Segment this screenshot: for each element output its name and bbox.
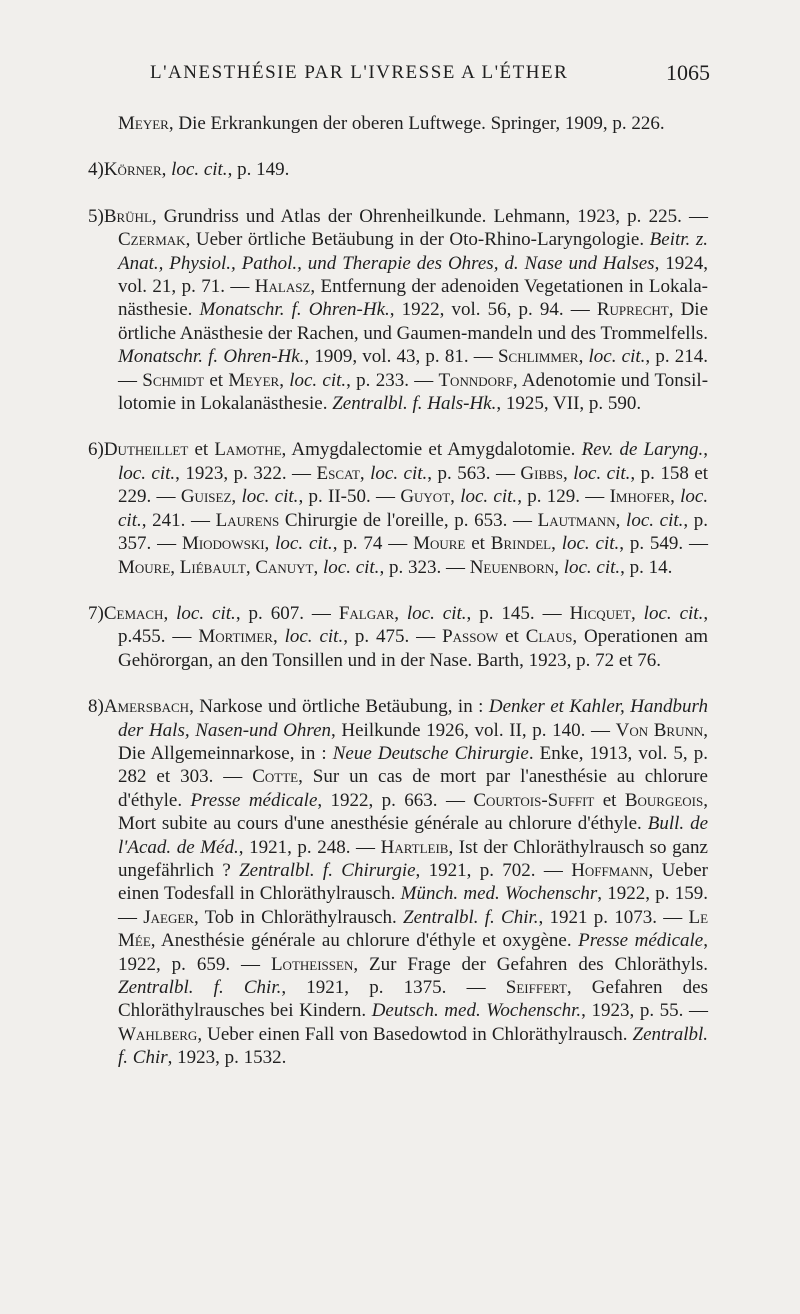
author-name: Lotheissen [270, 953, 354, 975]
source-title: loc. cit. [626, 509, 684, 531]
reference-text: , p.455. — [118, 602, 709, 648]
reference-text: , p. 357. — [118, 509, 709, 555]
author-name: Neuenborn [469, 556, 555, 578]
reference-text: , 1921, p. 248. — [238, 836, 381, 858]
reference-text: , [578, 346, 589, 368]
reference-text: , 1922, p. 663. — [317, 789, 474, 811]
reference-text: et [204, 369, 229, 391]
author-name: Seiffert [505, 977, 567, 998]
author-name: Amersbach [103, 696, 190, 718]
reference-text: , Ueber einen Todesfall in Chloräthylrausch. [118, 859, 708, 905]
author-name: Schmidt [142, 369, 205, 391]
source-title: loc. cit. [176, 602, 236, 624]
source-title: loc. cit. [275, 533, 333, 555]
source-title: Zentralbl. f. Chir [118, 1023, 708, 1069]
author-name: Escat [316, 462, 360, 484]
author-name: Gibbs [520, 462, 564, 484]
reference-text: , 1922, p. 159. — [118, 883, 708, 928]
reference-text: , [272, 626, 285, 648]
source-title: Denker et Kahler, Handburh der Hals, Nasen-und Ohren [118, 696, 708, 741]
source-title: Presse médicale [578, 930, 704, 952]
reference-text: , p. 145. — [466, 602, 570, 624]
reference-text: , 241. — [141, 509, 216, 531]
author-name: Cemach [103, 602, 164, 624]
source-title: Neue Deutsche Chirurgie [332, 742, 529, 764]
running-title: L'ANESTHÉSIE PAR L'IVRESSE A L'ÉTHER [150, 62, 569, 83]
reference-text: , p. 158 et 229. — [118, 462, 709, 508]
source-title: loc. cit. [460, 486, 518, 508]
reference-text: , [551, 533, 562, 555]
author-name: Ruprecht [596, 299, 669, 321]
reference-entry [88, 205, 708, 416]
author-name: Tonndorf [438, 369, 513, 391]
reference-text: , Amygdalectomie et Amygdalotomie. [281, 439, 582, 461]
source-title: Rev. de Laryng. [581, 439, 704, 461]
reference-text: , 1924, vol. 21, p. 71. — [118, 252, 709, 298]
reference-number: 7) [88, 602, 104, 624]
author-name: Moure [413, 533, 466, 555]
source-title: loc. cit. [284, 626, 344, 648]
author-name: Guisez [180, 486, 232, 508]
reference-text: , Die Erkrankungen der oberen Luftwege. Springer, 1909, p. 226. [168, 113, 665, 134]
reference-text: , Sur un cas de mort par l'anesthésie au chlorure d'éthyle. [118, 766, 708, 811]
source-title: Beitr. z. Anat., Physiol., Pathol., und Therapie des Ohres, d. Nase und Halses [118, 229, 708, 274]
source-title: loc. cit. [643, 602, 704, 624]
reference-text: , p. 563. — [427, 462, 521, 484]
source-title: loc. cit. [241, 486, 299, 508]
reference-text: , 1923, p. 55. — [581, 1000, 709, 1022]
author-name: Schlimmer [497, 346, 579, 368]
reference-text: et [188, 439, 215, 461]
reference-text: , p. 549. — [619, 533, 709, 555]
source-title: loc. cit. [171, 159, 228, 181]
reference-text: , Adenotomie und Tonsil-lotomie in Lokalanästhesie. [118, 369, 709, 415]
source-title: loc. cit. [561, 533, 620, 555]
reference-text: , p. 149. [227, 159, 290, 181]
reference-list [88, 112, 708, 1093]
source-title: loc. cit. [322, 556, 380, 578]
reference-text: , 1921, p. 702. — [415, 859, 572, 881]
reference-text: , p. 607. — [235, 602, 339, 624]
reference-text: , Die Allgemeinnarkose, in : [118, 719, 708, 764]
reference-text: , Tob in Chloräthylrausch. [193, 906, 404, 928]
reference-text: , 1923, p. 322. — [175, 462, 317, 484]
reference-entry [88, 695, 708, 1070]
source-title: loc. cit. [573, 462, 631, 484]
source-title: Zentralbl. f. Chir. [118, 977, 282, 998]
author-name: Meyer [118, 113, 169, 134]
author-name: Hoffmann [571, 859, 649, 881]
source-title: Zentralbl. f. Chir. [403, 906, 539, 928]
source-title: loc. cit. [370, 462, 428, 484]
author-name: Halasz [254, 276, 311, 298]
reference-text: , Entfernung der adenoiden Vegetationen in Lokala-nästhesie. [118, 276, 709, 321]
running-head [150, 62, 710, 92]
author-name: Moure [118, 556, 171, 578]
reference-text: . Enke, 1913, vol. 5, p. 282 et 303. — [118, 742, 708, 788]
reference-text: , Zur Frage der Gefahren des Chloräthyls. [353, 953, 709, 975]
source-title: Deutsch. med. Wochenschr. [371, 1000, 582, 1022]
source-title: Monatschr. f. Ohren-Hk. [118, 346, 305, 368]
author-name: Czermak [118, 229, 186, 251]
reference-entry [88, 602, 708, 672]
author-name: Meyer [228, 369, 280, 391]
reference-number: 6) [88, 439, 104, 461]
reference-text: , 1923, p. 1532. [167, 1047, 287, 1069]
author-name: Körner [103, 159, 162, 181]
reference-text: , 1922, vol. 56, p. 94. — [389, 299, 597, 321]
source-title: loc. cit. [406, 602, 467, 624]
source-title: loc. cit. [118, 486, 709, 531]
author-name: Miodowski [181, 533, 265, 555]
reference-number: 8) [88, 696, 104, 718]
reference-text: , Die örtliche Anästhesie der Rachen, und Gaumen-mandeln und des Trommelfells. [118, 299, 709, 344]
author-name: Wahlberg [118, 1023, 198, 1045]
reference-text: , [359, 462, 371, 484]
reference-text: , [231, 486, 242, 508]
author-name: Claus [525, 626, 573, 648]
reference-text: , p. 14. [620, 556, 673, 578]
author-name: Cotte [252, 766, 299, 788]
page-number: 1065 [666, 60, 710, 85]
reference-text: , [703, 439, 709, 461]
source-title: Monatschr. f. Ohren-Hk. [199, 299, 390, 321]
reference-text: , p. 214. — [118, 346, 709, 391]
reference-text: , [563, 462, 574, 484]
source-title: loc. cit. [563, 556, 621, 578]
reference-text: , [670, 486, 681, 508]
author-name: Imhofer [609, 486, 671, 508]
author-name: Jaeger [143, 906, 194, 928]
reference-text: , Operationen am Gehörorgan, an den Tonsillen und in der Nase. Barth, 1923, p. 72 et 76. [118, 626, 708, 671]
author-name: Von Brunn [615, 719, 704, 741]
reference-text: , Anesthésie générale au chlorure d'éthyle et oxygène. [150, 930, 579, 952]
source-title: Presse médicale [190, 789, 318, 811]
reference-text: , [313, 556, 323, 578]
reference-text: , 1921 p. 1073. — [538, 906, 689, 928]
author-name: Brühl [103, 205, 152, 227]
source-title: loc. cit. [289, 369, 347, 391]
source-title: Zentralbl. f. Chirurgie [239, 859, 416, 881]
author-name: Courtois-Suffit [473, 789, 595, 811]
author-name: Brindel [490, 533, 552, 555]
source-title: Zentralbl. f. Hals-Hk. [332, 393, 497, 415]
author-name: Hicquet [569, 602, 631, 624]
reference-text: , Gefahren des Chloräthylrausches bei Kindern. [118, 977, 708, 1022]
author-name: Dutheillet [103, 439, 189, 461]
reference-number: 5) [88, 205, 104, 227]
reference-text: , Ueber örtliche Betäubung in der Oto-Rhino-Laryngologie. [185, 229, 650, 251]
source-title: loc. cit. [588, 346, 646, 368]
reference-text: , [161, 159, 172, 181]
reference-text: , [394, 602, 407, 624]
reference-text: , 1925, VII, p. 590. [496, 393, 642, 415]
reference-text: , p. 233. — [346, 369, 439, 391]
author-name: Canuyt [255, 556, 314, 578]
reference-text: , Mort subite au cours d'une anesthésie générale au chlorure d'éthyle. [118, 789, 708, 835]
reference-text: , [170, 556, 180, 578]
source-title: Münch. med. Wochenschr [400, 883, 598, 905]
reference-text: , 1921, p. 1375. — [281, 977, 506, 998]
reference-entry [88, 112, 708, 135]
author-name: Passow [442, 626, 499, 648]
reference-number: 4) [88, 159, 104, 181]
author-name: Hartleib [380, 836, 449, 858]
reference-text: , [615, 509, 627, 531]
source-title: loc. cit. [118, 462, 176, 484]
reference-text: , p. 74 — [332, 533, 414, 555]
author-name: Lamothe [214, 439, 282, 461]
reference-text: Chirurgie de l'oreille, p. 653. — [279, 509, 538, 531]
author-name: Mortimer [198, 626, 273, 648]
source-title: Bull. de l'Acad. de Méd. [118, 813, 708, 858]
reference-text: , [163, 602, 177, 624]
reference-entry [88, 438, 708, 578]
reference-text: , p. 129. — [517, 486, 610, 508]
reference-text: , p. 323. — [379, 556, 470, 578]
reference-text: et [465, 533, 491, 555]
reference-text: , 1909, vol. 43, p. 81. — [304, 346, 498, 368]
reference-text: , 1922, p. 659. — [118, 930, 708, 975]
author-name: Lautmann [537, 509, 616, 531]
reference-entry [88, 158, 708, 181]
reference-text: , [279, 369, 290, 391]
reference-text: , Narkose und örtliche Betäubung, in : [189, 696, 489, 718]
reference-text: , [554, 556, 564, 578]
author-name: Le Mée [118, 906, 709, 952]
author-name: Guyot [400, 486, 451, 508]
reference-text: , [630, 602, 644, 624]
reference-text: et [498, 626, 526, 648]
reference-text: , [245, 556, 256, 578]
author-name: Bourgeois [624, 789, 704, 811]
author-name: Falgar [338, 602, 395, 624]
reference-text: , p. II-50. — [298, 486, 401, 508]
reference-text: , Heilkunde 1926, vol. II, p. 140. — [331, 719, 616, 741]
reference-text: , [264, 533, 276, 555]
reference-text: , [450, 486, 461, 508]
reference-text: , Grundriss und Atlas der Ohrenheilkunde. Lehmann, 1923, p. 225. — [151, 205, 708, 227]
reference-text: , p. 475. — [343, 626, 443, 648]
author-name: Liébault [179, 556, 246, 578]
author-name: Laurens [215, 509, 280, 531]
reference-text: , Ist der Chloräthylrausch so ganz ungefährlich ? [118, 836, 708, 881]
reference-text: et [594, 789, 625, 811]
reference-text: , Ueber einen Fall von Basedowtod in Chloräthylrausch. [197, 1023, 633, 1045]
